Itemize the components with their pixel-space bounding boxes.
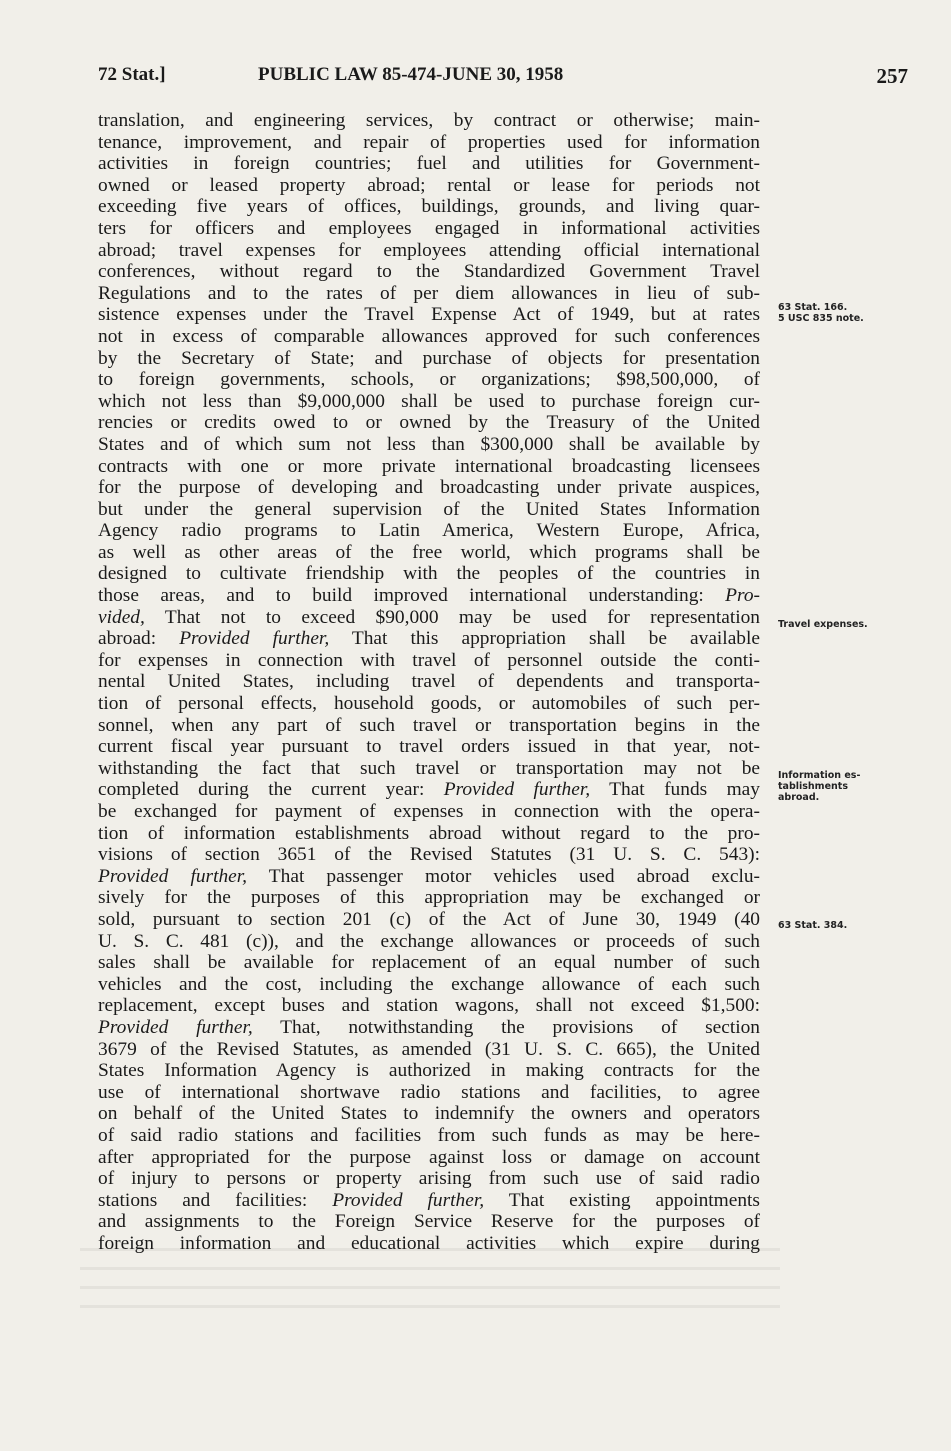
body-line	[98, 628, 760, 650]
body-text-run: sonnel, when any part of such travel or transportation begins in the	[98, 714, 760, 736]
margin-note-travel-expenses	[778, 619, 928, 630]
body-line	[98, 887, 760, 909]
body-text-run: tenance, improvement, and repair of properties used for information	[98, 131, 760, 153]
body-text-run: of said radio stations and facilities from such funds as may be here-	[98, 1124, 760, 1146]
body-text-run: U. S. C. 481 (c)), and the exchange allowances or proceeds of such	[98, 930, 760, 952]
body-line	[98, 650, 760, 672]
body-text-run: those areas, and to build improved international understanding:	[98, 585, 704, 607]
margin-note-citation-2	[778, 920, 928, 931]
italic-text-run: Provided further,	[332, 1189, 485, 1211]
body-line	[98, 736, 760, 758]
body-line	[98, 801, 760, 823]
margin-note-line: 5 USC 835 note.	[778, 313, 864, 324]
body-text-run: That, notwithstanding the provisions of section	[280, 1016, 760, 1038]
body-text-run: and assignments to the Foreign Service Reserve for the purposes of	[98, 1211, 760, 1233]
italic-text-run: vided,	[98, 606, 145, 628]
body-text-run: States and of which sum not less than $300,000 shall be available by	[98, 433, 760, 455]
body-line	[98, 1190, 760, 1212]
body-line	[98, 261, 760, 283]
body-line	[98, 477, 760, 499]
body-text-run: Regulations and to the rates of per diem allowances in lieu of sub-	[98, 282, 760, 304]
body-line	[98, 952, 760, 974]
body-line	[98, 218, 760, 240]
body-line	[98, 196, 760, 218]
italic-text-run: Provided further,	[179, 628, 330, 650]
body-line	[98, 931, 760, 953]
body-line	[98, 110, 760, 132]
body-text-run: which not less than $9,000,000 shall be used to purchase foreign cur-	[98, 390, 760, 412]
body-text-run: exceeding five years of offices, buildings, grounds, and living quar-	[98, 196, 760, 218]
body-line	[98, 240, 760, 262]
margin-note-line: 63 Stat. 384.	[778, 920, 848, 931]
body-text-run: for the purpose of developing and broadcasting under private auspices,	[98, 477, 760, 499]
body-line	[98, 1211, 760, 1233]
body-text-run: 3679 of the Revised Statutes, as amended (31 U. S. C. 665), the United	[98, 1038, 760, 1060]
body-text-run: on behalf of the United States to indemnify the owners and operators	[98, 1103, 760, 1125]
body-line	[98, 132, 760, 154]
body-line	[98, 823, 760, 845]
body-line	[98, 326, 760, 348]
body-line	[98, 693, 760, 715]
body-text-run: withstanding the fact that such travel or transportation may not be	[98, 757, 760, 779]
body-text-run: stations and facilities:	[98, 1189, 308, 1211]
body-line	[98, 1147, 760, 1169]
body-text-run: That this appropriation shall be available	[351, 628, 760, 650]
body-line	[98, 779, 760, 801]
body-text-run: activities in foreign countries; fuel and utilities for Government-	[98, 153, 760, 175]
body-line	[98, 153, 760, 175]
body-line	[98, 909, 760, 931]
body-text-run: after appropriated for the purpose against loss or damage on account	[98, 1146, 760, 1168]
body-line	[98, 974, 760, 996]
body-line	[98, 1168, 760, 1190]
body-line	[98, 758, 760, 780]
body-line	[98, 585, 760, 607]
running-title: PUBLIC LAW 85-474-JUNE 30, 1958	[258, 64, 564, 85]
body-line	[98, 563, 760, 585]
body-text-run: of injury to persons or property arising from such use of said radio	[98, 1168, 760, 1190]
body-line	[98, 671, 760, 693]
body-line	[98, 995, 760, 1017]
body-line	[98, 175, 760, 197]
body-text-run: but under the general supervision of the United States Information	[98, 498, 760, 520]
statute-volume: 72 Stat.]	[98, 64, 166, 85]
body-text-run: sively for the purposes of this appropriation may be exchanged or	[98, 887, 760, 909]
body-text-run: designed to cultivate friendship with the peoples of the countries in	[98, 563, 760, 585]
body-text-run: tion of information establishments abroad without regard to the pro-	[98, 822, 760, 844]
margin-note-information-establishments	[778, 770, 928, 803]
body-text-run: That funds may	[609, 779, 760, 801]
body-line	[98, 1125, 760, 1147]
body-line	[98, 456, 760, 478]
margin-note-line: Information es-	[778, 770, 861, 781]
page-header	[98, 64, 908, 94]
body-text-run: contracts with one or more private international broadcasting licensees	[98, 455, 760, 477]
body-text-run: by the Secretary of State; and purchase of objects for presentation	[98, 347, 760, 369]
body-line	[98, 348, 760, 370]
body-text-run: That passenger motor vehicles used abroad exclu-	[268, 865, 761, 887]
body-text-run: abroad:	[98, 628, 157, 650]
body-line	[98, 499, 760, 521]
body-text	[98, 110, 760, 1254]
body-line	[98, 391, 760, 413]
body-text-run: for expenses in connection with travel of personnel outside the conti-	[98, 649, 760, 671]
body-line	[98, 715, 760, 737]
margin-note-line: 63 Stat. 166.	[778, 302, 848, 313]
italic-text-run: Pro-	[725, 585, 760, 607]
body-text-run: States Information Agency is authorized in making contracts for the	[98, 1060, 760, 1082]
body-line	[98, 434, 760, 456]
body-text-run: sistence expenses under the Travel Expense Act of 1949, but at rates	[98, 304, 760, 326]
body-text-run: sales shall be available for replacement of an equal number of such	[98, 952, 760, 974]
body-text-run: conferences, without regard to the Standardized Government Travel	[98, 261, 760, 283]
body-line	[98, 1103, 760, 1125]
body-text-run: current fiscal year pursuant to travel orders issued in that year, not-	[98, 736, 760, 758]
body-text-run: sold, pursuant to section 201 (c) of the Act of June 30, 1949 (40	[98, 908, 760, 930]
margin-note-line: tablishments	[778, 781, 848, 792]
page-number: 257	[876, 64, 908, 88]
body-text-run: tion of personal effects, household goods, or automobiles of such per-	[98, 693, 760, 715]
body-line	[98, 1017, 760, 1039]
body-line	[98, 520, 760, 542]
body-line	[98, 369, 760, 391]
body-text-run: owned or leased property abroad; rental or lease for periods not	[98, 174, 760, 196]
body-line	[98, 542, 760, 564]
body-text-run: rencies or credits owed to or owned by the Treasury of the United	[98, 412, 760, 434]
body-line	[98, 1082, 760, 1104]
margin-note-line: abroad.	[778, 792, 820, 803]
body-text-run: completed during the current year:	[98, 779, 425, 801]
body-line	[98, 283, 760, 305]
body-line	[98, 866, 760, 888]
body-text-run: Agency radio programs to Latin America, Western Europe, Africa,	[98, 520, 760, 542]
body-text-run: use of international shortwave radio stations and facilities, to agree	[98, 1081, 760, 1103]
body-line	[98, 1039, 760, 1061]
body-text-run: abroad; travel expenses for employees attending official international	[98, 239, 760, 261]
body-text-run: replacement, except buses and station wagons, shall not exceed $1,500:	[98, 995, 760, 1017]
italic-text-run: Provided further,	[98, 865, 248, 887]
body-text-run: be exchanged for payment of expenses in connection with the opera-	[98, 801, 760, 822]
bleed-through	[80, 1232, 780, 1322]
body-text-run: nental United States, including travel of dependents and transporta-	[98, 671, 760, 693]
italic-text-run: Provided further,	[98, 1016, 253, 1038]
body-text-run: vehicles and the cost, including the exchange allowance of each such	[98, 973, 760, 995]
body-text-run: visions of section 3651 of the Revised Statutes (31 U. S. C. 543):	[98, 844, 760, 866]
italic-text-run: Provided further,	[443, 779, 591, 801]
body-text-run: to foreign governments, schools, or organizations; $98,500,000, of	[98, 369, 760, 391]
body-line	[98, 1060, 760, 1082]
body-text-run: not in excess of comparable allowances approved for such conferences	[98, 325, 760, 347]
body-line	[98, 844, 760, 866]
body-text-run: That existing appointments	[508, 1189, 760, 1211]
body-text-run: That not to exceed $90,000 may be used for representation	[164, 606, 761, 628]
body-text-run: as well as other areas of the free world, which programs shall be	[98, 541, 760, 563]
body-line	[98, 607, 760, 629]
margin-note-citation-1	[778, 302, 928, 324]
margin-note-line: Travel expenses.	[778, 619, 868, 630]
body-text-run: foreign information and educational activities which expire during	[98, 1232, 760, 1254]
body-line	[98, 304, 760, 326]
body-text-run: ters for officers and employees engaged in informational activities	[98, 217, 760, 239]
body-text-run: translation, and engineering services, by contract or otherwise; main-	[98, 110, 760, 131]
body-line	[98, 412, 760, 434]
